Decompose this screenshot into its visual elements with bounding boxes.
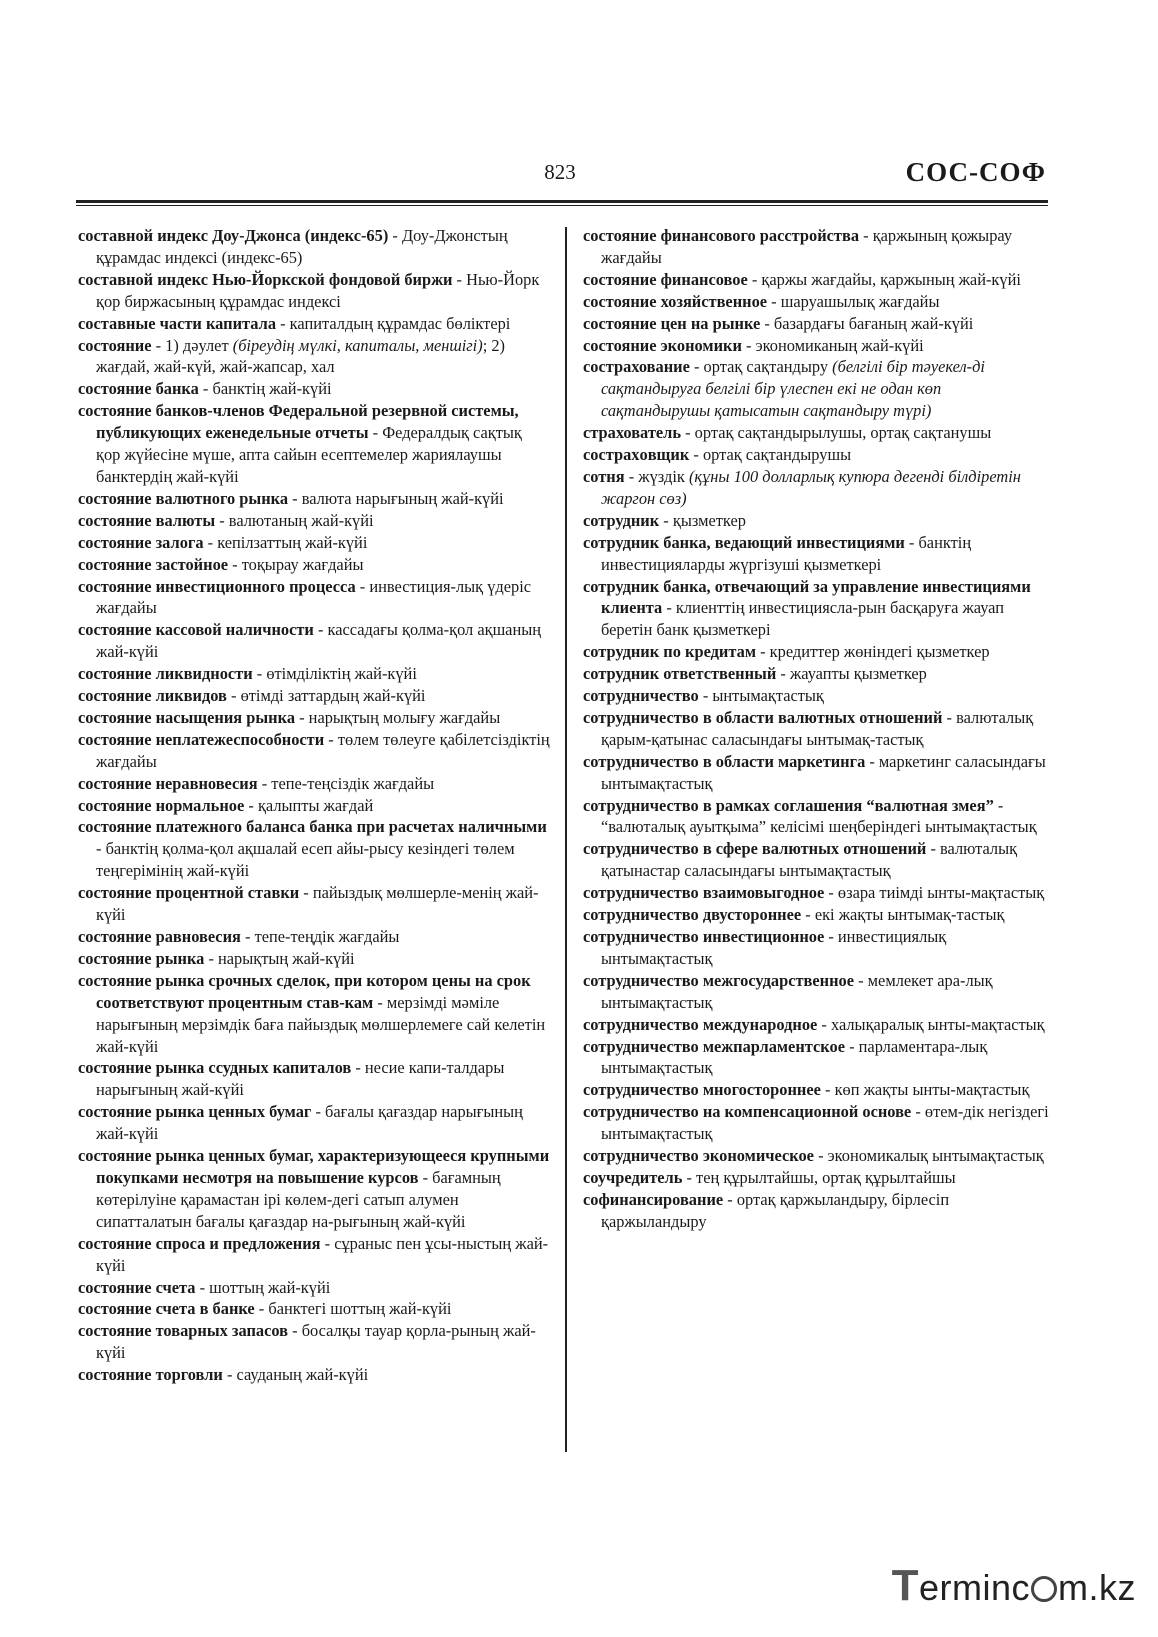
entry-separator: - xyxy=(624,466,639,486)
entry-term: состояние цен на рынке xyxy=(583,313,761,333)
entry-translation: бағамның көтерілуіне қарамастан ірі көлем-дегі сатып алумен сипатталатын бағалы қағаздар на-рығының жай-күйі xyxy=(96,1167,501,1231)
dictionary-entry xyxy=(583,926,1053,970)
entry-translation: тепе-теңдік жағдайы xyxy=(254,927,400,946)
entry-separator: - xyxy=(824,927,838,946)
entry-translation: Нью-Йорк қор биржасының құрамдас индексі xyxy=(96,269,540,311)
dictionary-entry xyxy=(78,313,550,335)
entry-translation: ортақ сақтандыру xyxy=(703,357,829,377)
entry-separator: - xyxy=(288,1321,302,1341)
dictionary-entry xyxy=(78,773,550,795)
entry-term: сотрудничество межпарламентское xyxy=(583,1036,845,1056)
entry-separator: - xyxy=(311,1102,326,1122)
entry-separator: - xyxy=(845,1036,859,1056)
logo-letter: T xyxy=(891,1561,919,1610)
entry-term: состояние рынка ценных бумаг, характеризующееся крупными покупками несмотря на повышение курсов xyxy=(78,1146,550,1187)
entry-translation: 1) дәулет xyxy=(165,335,229,355)
entry-separator: - xyxy=(244,795,258,815)
entry-term: состояние торговли xyxy=(78,1365,223,1385)
dictionary-entry xyxy=(78,1233,550,1277)
entry-separator: - xyxy=(682,1167,697,1187)
entry-translation: нарықтың жай-күйі xyxy=(218,948,355,968)
entry-term: сострахование xyxy=(583,357,690,377)
entry-term: сотрудник банка, отвечающий за управление инвестициями клиента xyxy=(583,576,1031,618)
dictionary-entry xyxy=(78,400,550,488)
dictionary-entry xyxy=(78,1145,550,1233)
entry-separator: - xyxy=(313,620,328,640)
entry-separator: - xyxy=(355,576,370,596)
entry-translation: екі жақты ынтымақ-тастық xyxy=(814,905,1005,925)
entry-translation: банктің қолма-қол ақшалай есеп айы-рысу кезіндегі төлем теңгерімінің жай-күйі xyxy=(96,839,515,881)
entry-term: сотрудничество в области валютных отношений xyxy=(583,707,943,727)
entry-translation: сауданың жай-күйі xyxy=(236,1365,369,1385)
dictionary-entry xyxy=(583,641,1053,663)
entry-separator: - xyxy=(228,554,242,574)
dictionary-entry xyxy=(583,291,1053,313)
entry-translation: нарықтың молығу жағдайы xyxy=(308,707,501,727)
entry-separator: - xyxy=(96,839,106,859)
entry-separator: - xyxy=(257,773,272,793)
dictionary-entry xyxy=(583,685,1053,707)
entry-term: сотрудник банка, ведающий инвестициями xyxy=(583,532,905,552)
entry-separator: - xyxy=(817,1014,831,1034)
entry-term: составной индекс Доу-Джонса (индекс-65) xyxy=(78,226,389,245)
entry-term: соучредитель xyxy=(583,1167,683,1187)
entry-separator: - xyxy=(418,1167,433,1187)
entry-translation: ортақ сақтандырушы xyxy=(702,445,852,465)
dictionary-entry xyxy=(78,269,550,313)
entry-term: состояние банков-членов Федеральной резервной системы, публикующих еженедельные отчеты xyxy=(78,401,519,443)
section-title: СОС-СОФ xyxy=(905,157,1046,187)
entry-translation: банктің жай-күйі xyxy=(212,379,332,399)
entry-term: сотрудник xyxy=(583,510,660,530)
entry-translation: шоттың жай-күйі xyxy=(209,1277,331,1297)
entry-translation: қаржының қожырау жағдайы xyxy=(601,226,1013,267)
entry-term: сотрудничество взаимовыгодное xyxy=(583,883,825,903)
dictionary-entry xyxy=(583,1189,1053,1233)
entry-separator: - xyxy=(859,226,873,245)
dictionary-entry xyxy=(583,225,1053,269)
entry-term: сотрудничество в сфере валютных отношений xyxy=(583,839,927,859)
entry-translation: клиенттің инвестициясла-рын басқаруға жауап беретін банк қызметкері xyxy=(601,598,1005,640)
entry-translation: несие капи-талдары нарығының жай-күйі xyxy=(96,1058,505,1100)
entry-separator: - xyxy=(295,707,309,727)
entry-translation: тоқырау жағдайы xyxy=(241,554,364,574)
entry-translation: тең құрылтайшы, ортақ құрылтайшы xyxy=(696,1167,956,1187)
entry-translation: валютаның жай-күйі xyxy=(228,510,374,530)
entry-separator: - xyxy=(288,488,302,508)
entry-separator: - xyxy=(723,1189,737,1209)
entry-term: состояние ликвидов xyxy=(78,686,227,706)
entry-translation: кредиттер жөніндегі қызметкер xyxy=(769,642,990,662)
entry-separator: - xyxy=(203,532,218,552)
dictionary-entry xyxy=(78,378,550,400)
entry-separator: - xyxy=(368,423,383,443)
dictionary-entry xyxy=(78,532,550,554)
entry-separator: - xyxy=(195,1277,210,1297)
dictionary-entry xyxy=(583,970,1053,1014)
entry-translation: төлем төлеуге қабілетсіздіктің жағдайы xyxy=(96,729,550,771)
entry-translation: өтімді заттардың жай-күйі xyxy=(240,686,426,706)
dictionary-entry xyxy=(78,970,550,1058)
entry-separator: - xyxy=(942,707,957,727)
dictionary-entry xyxy=(78,1364,550,1386)
dictionary-entry xyxy=(583,335,1053,357)
entry-separator: - xyxy=(813,1146,828,1166)
dictionary-entry xyxy=(78,1057,550,1101)
entry-separator: - xyxy=(767,291,781,311)
dictionary-entry xyxy=(583,1167,1053,1189)
entry-separator: - xyxy=(741,335,756,355)
entry-separator: - xyxy=(662,598,676,618)
header-rule xyxy=(76,200,1048,203)
entry-separator: - xyxy=(820,1080,835,1100)
entry-term: состояние рынка ценных бумаг xyxy=(78,1102,312,1122)
entry-term: состояние рынка xyxy=(78,948,205,968)
entry-separator: - xyxy=(240,927,255,946)
entry-term: сотрудничество экономическое xyxy=(583,1146,814,1166)
entry-translation: кассадағы қолма-қол ақшаның жай-күйі xyxy=(96,620,542,662)
entry-translation: валюта нарығының жай-күйі xyxy=(301,488,504,508)
entry-term: состояние валюты xyxy=(78,510,216,530)
entry-separator: - xyxy=(760,313,774,333)
entry-term: страхователь xyxy=(583,423,682,443)
entry-separator: - xyxy=(689,445,703,465)
dictionary-entry xyxy=(78,882,550,926)
entry-term: состояние неплатежеспособности xyxy=(78,729,325,749)
entry-term: состояние валютного рынка xyxy=(78,488,289,508)
entry-term: сотрудничество двустороннее xyxy=(583,905,802,925)
dictionary-entry xyxy=(78,707,550,729)
entry-translation: жауапты қызметкер xyxy=(789,664,927,684)
dictionary-entry xyxy=(583,356,1053,422)
entry-term: сотня xyxy=(583,466,625,486)
entry-separator: - xyxy=(911,1102,925,1122)
entry-term: сотрудничество на компенсационной основе xyxy=(583,1102,912,1122)
entry-term: состояние инвестиционного процесса xyxy=(78,576,356,596)
entry-translation: кепілзаттың жай-күйі xyxy=(217,532,368,552)
dictionary-entry xyxy=(78,663,550,685)
dictionary-entry xyxy=(583,882,1053,904)
entry-term: состояние платежного баланса банка при расчетах наличными xyxy=(78,817,547,837)
entry-separator: - xyxy=(373,992,387,1012)
entry-translation: мерзімді мәміле нарығының мерзімдік баға пайыздық мөлшерлемеге сай келетін жай-күйі xyxy=(96,992,546,1056)
entry-translation: базардағы бағаның жай-күйі xyxy=(773,313,974,333)
entry-term: сострахoвщик xyxy=(583,445,690,465)
entry-separator: - xyxy=(659,510,673,530)
dictionary-entry xyxy=(583,532,1053,576)
dictionary-entry xyxy=(78,729,550,773)
entry-term: состояние товарных запасов xyxy=(78,1321,289,1341)
entry-term: состояние рынка ссудных капиталов xyxy=(78,1058,352,1078)
entry-translation: мемлекет ара-лық ынтымақтастық xyxy=(601,970,993,1012)
entry-translation: жүздік xyxy=(638,466,685,486)
entry-separator: - xyxy=(388,226,402,245)
dictionary-entry xyxy=(583,795,1053,839)
entry-term: состояние процентной ставки xyxy=(78,883,300,903)
dictionary-entry xyxy=(78,1320,550,1364)
dictionary-entry xyxy=(78,1101,550,1145)
entry-translation: өзара тиімді ынты-мақтастық xyxy=(837,883,1045,903)
dictionary-entry xyxy=(78,510,550,532)
entry-translation: көп жақты ынты-мақтастық xyxy=(834,1080,1030,1100)
dictionary-entry xyxy=(583,751,1053,795)
logo-text-1: erminc xyxy=(918,1567,1030,1608)
entry-separator: - xyxy=(993,795,1004,815)
entry-translation: қалыпты жағдай xyxy=(257,795,374,815)
dictionary-entry xyxy=(78,926,550,948)
dictionary-entry xyxy=(583,904,1053,926)
entry-term: состояние нормальное xyxy=(78,795,245,815)
header-rule-thin xyxy=(76,205,1048,206)
entry-translation: ынтымақтастық xyxy=(712,686,824,706)
entry-term: состояние равновесия xyxy=(78,927,241,946)
dictionary-entry xyxy=(78,795,550,817)
entry-term: сотрудник по кредитам xyxy=(583,642,756,662)
entry-term: софинансирование xyxy=(583,1189,724,1209)
dictionary-entry xyxy=(583,422,1053,444)
entry-term: состояние залога xyxy=(78,532,204,552)
dictionary-entry xyxy=(583,1101,1053,1145)
entry-term: состояние финансовое xyxy=(583,269,748,289)
entry-translation: экономиканың жай-күйі xyxy=(755,335,924,355)
entry-translation: бағалы қағаздар нарығының жай-күйі xyxy=(96,1102,523,1144)
entry-separator: - xyxy=(776,664,790,684)
entry-term: сотрудничество в рамках соглашения “валютная змея” xyxy=(583,795,994,815)
entry-translation: валюталық қатынастар саласындағы ынтымақтастық xyxy=(601,839,1018,881)
entry-term: сотрудничество многостороннее xyxy=(583,1080,821,1100)
entry-separator: - xyxy=(824,883,838,903)
entry-translation-cont: ; 2) жағдай, жай-күй, жай-жапсар, хал xyxy=(96,335,506,377)
entry-translation: ортақ қаржыландыру, бірлесіп қаржыландыру xyxy=(601,1189,950,1231)
entry-term: сотрудничество в области маркетинга xyxy=(583,751,866,771)
entry-separator: - xyxy=(698,686,713,706)
entry-translation: парламентара-лық ынтымақтастық xyxy=(601,1036,988,1078)
entry-term: состояние xyxy=(78,335,152,355)
entry-term: состояние экономики xyxy=(583,335,742,355)
dictionary-entry xyxy=(78,488,550,510)
dictionary-entry xyxy=(583,1145,1053,1167)
dictionary-entry xyxy=(78,576,550,620)
entry-separator: - xyxy=(681,423,695,443)
entry-term: состояние ликвидности xyxy=(78,664,253,684)
entry-term: составные части капитала xyxy=(78,313,277,333)
entry-translation: қызметкер xyxy=(672,510,746,530)
entry-separator: - xyxy=(151,335,166,355)
entry-translation: маркетинг саласындағы ынтымақтастық xyxy=(601,751,1046,793)
entry-separator: - xyxy=(689,357,704,377)
entry-translation: өтем-дік негіздегі ынтымақтастық xyxy=(601,1102,1049,1144)
entry-separator: - xyxy=(215,510,229,530)
entry-note: (белгілі бір тәуекел-ді сақтандыруға белгілі бір үлеспен екі не одан көп сақтандырушы қатысатын сақтандыру түрі) xyxy=(601,357,985,421)
entry-separator: - xyxy=(452,269,467,289)
entry-translation: инвестициялық ынтымақтастық xyxy=(601,927,947,968)
dictionary-entry xyxy=(78,1277,550,1299)
entry-term: состояние счета xyxy=(78,1277,196,1297)
termincom-logo xyxy=(892,1561,1136,1611)
entry-term: состояние неравновесия xyxy=(78,773,258,793)
entry-translation: сұраныс пен ұсы-ныстың жай-күйі xyxy=(96,1233,549,1275)
dictionary-entry xyxy=(78,1298,550,1320)
dictionary-entry xyxy=(583,1036,1053,1080)
entry-term: сотрудник ответственный xyxy=(583,664,777,684)
entry-separator: - xyxy=(865,751,879,771)
entry-translation: “валюталық ауытқыма” келісімі шеңберіндегі ынтымақтастық xyxy=(601,817,1037,837)
entry-translation: өтімділіктің жай-күйі xyxy=(266,664,417,684)
entry-translation: босалқы тауар қорла-рының жай-күйі xyxy=(96,1321,536,1363)
entry-separator: - xyxy=(926,839,940,859)
logo-text-2: m.kz xyxy=(1058,1567,1136,1608)
entry-translation: ортақ сақтандырылушы, ортақ сақтанушы xyxy=(694,423,992,443)
entry-translation: Доу-Джонстың құрамдас индексі (индекс-65) xyxy=(96,226,508,267)
dictionary-entry xyxy=(78,554,550,576)
entry-separator: - xyxy=(254,1299,269,1319)
entry-translation: банктегі шоттың жай-күйі xyxy=(268,1299,452,1319)
entry-separator: - xyxy=(204,948,218,968)
entry-translation: валюталық қарым-қатынас саласындағы ынтымақ-тастық xyxy=(601,707,1034,749)
entry-term: состояние хозяйственное xyxy=(583,291,768,311)
dictionary-entry xyxy=(583,269,1053,291)
dictionary-entry xyxy=(78,335,550,379)
entry-term: состояние банка xyxy=(78,379,199,399)
entry-translation: капиталдың құрамдас бөліктері xyxy=(289,313,511,333)
entry-note: (құны 100 долларлық купюра дегенді білдіретін жаргон сөз) xyxy=(601,466,1021,508)
entry-term: сотрудничество xyxy=(583,686,699,706)
entry-term: состояние финансового расстройства xyxy=(583,226,860,245)
entry-translation: халықаралық ынты-мақтастық xyxy=(830,1014,1045,1034)
dictionary-entry xyxy=(78,225,550,269)
entry-separator: - xyxy=(276,313,290,333)
entry-term: сотрудничество межгосударственное xyxy=(583,970,855,990)
dictionary-entry xyxy=(583,1014,1053,1036)
entry-separator: - xyxy=(299,883,313,903)
dictionary-entry xyxy=(583,444,1053,466)
entry-separator: - xyxy=(904,532,919,552)
entry-translation: Федералдық сақтық қор жүйесіне мүше, апта сайын есептемелер жариялаушы банктердің жай-күйі xyxy=(96,423,522,486)
dictionary-entry xyxy=(583,576,1053,642)
entry-term: состояние насыщения рынка xyxy=(78,707,296,727)
page-number: 823 xyxy=(544,160,576,184)
entry-term: состояние рынка срочных сделок, при котором цены на срок соответствуют процентным став-кам xyxy=(78,970,531,1012)
dictionary-entry xyxy=(583,313,1053,335)
entry-separator: - xyxy=(252,664,267,684)
column-divider xyxy=(565,227,567,1452)
dictionary-entry xyxy=(583,510,1053,532)
dictionary-entry xyxy=(583,1079,1053,1101)
entry-term: составной индекс Нью-Йоркской фондовой биржи xyxy=(78,269,453,289)
entry-separator: - xyxy=(226,686,241,706)
entry-separator: - xyxy=(351,1058,365,1078)
entry-translation: банктің инвестицияларды жүргізуші қызметкері xyxy=(601,532,972,574)
right-column xyxy=(583,225,1053,1233)
entry-term: состояние счета в банке xyxy=(78,1299,255,1319)
entry-translation: шаруашылық жағдайы xyxy=(780,291,940,311)
entry-translation: экономикалық ынтымақтастық xyxy=(827,1146,1044,1166)
entry-translation: инвестиция-лық үдеріс жағдайы xyxy=(96,576,532,618)
dictionary-entry xyxy=(583,838,1053,882)
logo-ring-icon xyxy=(1031,1576,1057,1602)
dictionary-entry xyxy=(78,948,550,970)
entry-translation: қаржы жағдайы, қаржының жай-күйі xyxy=(761,269,1021,289)
entry-term: сотрудничество международное xyxy=(583,1014,818,1034)
dictionary-entry xyxy=(583,707,1053,751)
dictionary-entry xyxy=(583,466,1053,510)
entry-translation: пайыздық мөлшерле-менің жай-күйі xyxy=(96,883,539,925)
dictionary-entry xyxy=(583,663,1053,685)
entry-separator: - xyxy=(801,905,815,925)
dictionary-entry xyxy=(78,816,550,882)
entry-term: состояние спроса и предложения xyxy=(78,1233,321,1253)
dictionary-entry xyxy=(78,619,550,663)
entry-separator: - xyxy=(320,1233,335,1253)
entry-note: (біреудің мүлкі, капиталы, меншігі) xyxy=(232,335,483,355)
entry-separator: - xyxy=(747,269,762,289)
entry-term: состояние застойное xyxy=(78,554,229,574)
entry-separator: - xyxy=(222,1365,237,1385)
entry-separator: - xyxy=(324,729,338,749)
dictionary-entry xyxy=(78,685,550,707)
entry-term: состояние кассовой наличности xyxy=(78,620,314,640)
entry-separator: - xyxy=(854,970,868,990)
entry-separator: - xyxy=(756,642,770,662)
entry-translation: тепе-теңсіздік жағдайы xyxy=(271,773,435,793)
entry-term: сотрудничество инвестиционное xyxy=(583,927,825,946)
left-column xyxy=(78,225,550,1386)
entry-separator: - xyxy=(198,379,213,399)
